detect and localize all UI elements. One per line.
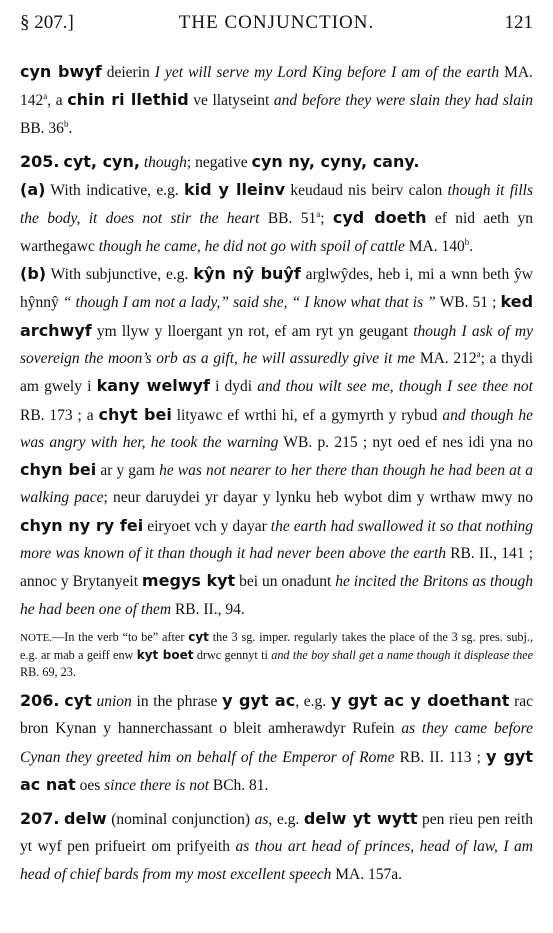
translation: he was not nearer to her there than though he had been at a walking pace: [20, 462, 533, 507]
text: ; neur daruydei yr dayar y lynku heb wybot dim y wrthaw mwy no: [103, 489, 533, 507]
citation: WB. 51 ;: [435, 294, 501, 312]
text: .: [469, 237, 474, 255]
text: ; negative: [186, 153, 252, 171]
example-term: chyn ny ry fei: [20, 515, 144, 535]
text: .: [68, 119, 73, 137]
translation: though it fills the body, it does not stir the heart: [20, 182, 533, 228]
section-206: [20, 687, 533, 799]
citation: RB. II., 141 ; annoc y Brytanyeit: [20, 545, 533, 591]
citation: BB. 51: [259, 210, 317, 228]
citation: WB. p. 215 ; nyt oed ef nes idi yna no: [278, 433, 533, 451]
section-number: 206.: [20, 690, 60, 710]
gloss: union: [91, 692, 132, 710]
translation: and before they were slain they had slain: [273, 92, 534, 110]
text: keudaud nis beirv calon: [285, 182, 448, 200]
text: ar y gam: [96, 462, 160, 480]
example-term: delw yt wytt: [303, 809, 418, 829]
example-term: y gyt ac y doethant: [330, 690, 510, 710]
translation: and though he was angry with her, he took the warning: [20, 406, 534, 451]
text: oes: [75, 776, 105, 794]
superscript: b: [63, 118, 69, 129]
text: in the phrase: [131, 692, 223, 710]
text: pen rieu pen reith yt wyf pen prifueirt om prifyeith: [20, 811, 533, 856]
section-205b: [20, 260, 533, 623]
example-term: chyt bei: [98, 404, 172, 424]
text: deierin: [101, 64, 155, 81]
text: ;: [320, 210, 333, 228]
text: lityawc ef wrthi hi, ef a gymyrth y rybud: [171, 406, 443, 424]
section-number: 207.: [20, 809, 60, 829]
translation: as thou art head of princes, head of law, I am head of chief bards from my most excellent speech: [20, 838, 533, 883]
text: , e.g.: [295, 692, 331, 710]
example-term: chyn bei: [20, 460, 97, 480]
text: rac bron Kynan y hannerchassant o bleit amherawdyr Rufein: [20, 692, 534, 738]
superscript: b: [464, 236, 470, 247]
citation: MA. 157a.: [331, 865, 402, 883]
citation: RB. II., 94.: [171, 600, 245, 618]
running-header: [20, 12, 533, 42]
superscript: a: [43, 91, 48, 102]
text: the 3 sg. imper. regularly takes the place of the 3 sg. pres. subj., e.g. ar mab a geiff enw: [20, 629, 533, 662]
headword: cyt: [64, 690, 92, 710]
translation: I yet will serve my Lord King before I am of the earth: [154, 64, 500, 81]
example-term: cyt: [188, 629, 209, 644]
text: bei un onadunt: [235, 573, 336, 591]
example-term: megys kyt: [141, 571, 236, 591]
note-label: NOTE.: [20, 631, 53, 644]
superscript: a: [476, 348, 481, 359]
text: drwc gennyt ti: [193, 647, 272, 662]
text: ef nid aeth yn warthegawc: [20, 210, 534, 255]
page-number: 121: [504, 12, 533, 33]
translation: though he came, he did not go with spoil of cattle: [98, 237, 405, 255]
example-term: chin ri llethid: [67, 90, 189, 110]
translation: and thou wilt see me, though I see thee not: [257, 378, 533, 396]
text: ve llatyseint: [188, 92, 274, 110]
headword: cyn ny, cyny, cany.: [251, 151, 420, 171]
translation: since there is not: [104, 776, 209, 794]
translation: “ though I am not a lady,” said she, “ I know what that is ”: [62, 294, 436, 312]
section-207: [20, 805, 533, 888]
gloss: though: [139, 153, 187, 171]
superscript: a: [316, 209, 321, 220]
gloss: as: [254, 811, 269, 829]
translation: though I ask of my sovereign the moon’s orb as a gift, he will assuredly give it me: [20, 322, 534, 367]
citation: MA. 140: [404, 237, 465, 255]
text: , e.g.: [268, 811, 304, 829]
continued-paragraph: [20, 58, 533, 142]
example-term: y gyt ac nat: [20, 746, 533, 794]
text: arglwŷdes, heb i, mi a wnn beth ŷw hŷnnŷ: [20, 266, 533, 312]
citation: BB. 36: [20, 119, 64, 137]
example-term: cyn bwyf: [20, 62, 102, 81]
text: With subjunctive, e.g.: [46, 266, 194, 284]
text: (nominal conjunction): [106, 811, 255, 829]
translation: as they came before Cynan they greeted him on behalf of the Emperor of Rome: [20, 720, 533, 766]
citation: RB. 173 ; a: [20, 406, 99, 424]
text: i dydi: [209, 378, 258, 396]
citation: MA. 142: [20, 64, 533, 110]
translation: the earth had swallowed it so that nothing more was known of it than though it had never been above the earth: [20, 517, 534, 563]
example-term: kŷn nŷ buŷf: [193, 264, 301, 284]
example-term: kid y lleinv: [184, 180, 286, 200]
citation: RB. II. 113 ;: [394, 748, 487, 766]
text: —In the verb “to be” after: [52, 629, 189, 644]
header-section: § 207.]: [20, 12, 74, 33]
translation: and the boy shall get a name though it displease thee: [271, 647, 533, 662]
text: ; a thydi am gwely i: [20, 349, 533, 396]
headword: delw: [64, 809, 107, 829]
text: , a: [47, 92, 68, 110]
translation: he incited the Britons as though he had been one of them: [20, 573, 534, 618]
headword: cyt, cyn,: [63, 151, 140, 171]
note: [20, 629, 533, 681]
text: ym llyw y lloergant yn rot, ef am ryt yn geugant: [91, 322, 414, 340]
example-term: kyt boet: [136, 647, 194, 662]
text: With indicative, e.g.: [45, 182, 184, 200]
section-205-heading: [20, 148, 533, 176]
example-term: y gyt ac: [222, 690, 296, 710]
example-term: ked archwyf: [20, 292, 534, 340]
section-205a: [20, 176, 533, 260]
example-term: kany welwyf: [96, 376, 210, 396]
page-body: [20, 58, 533, 888]
example-term: cyd doeth: [332, 208, 427, 228]
citation: MA. 212: [415, 349, 477, 367]
section-number: 205.: [20, 151, 60, 171]
header-title: THE CONJUNCTION.: [178, 12, 375, 33]
citation: BCh. 81.: [209, 776, 269, 794]
citation: RB. 69, 23.: [20, 664, 76, 679]
subsection-label: (a): [20, 180, 46, 200]
text: eiryoet vch y dayar: [143, 517, 271, 535]
subsection-label: (b): [20, 264, 47, 284]
